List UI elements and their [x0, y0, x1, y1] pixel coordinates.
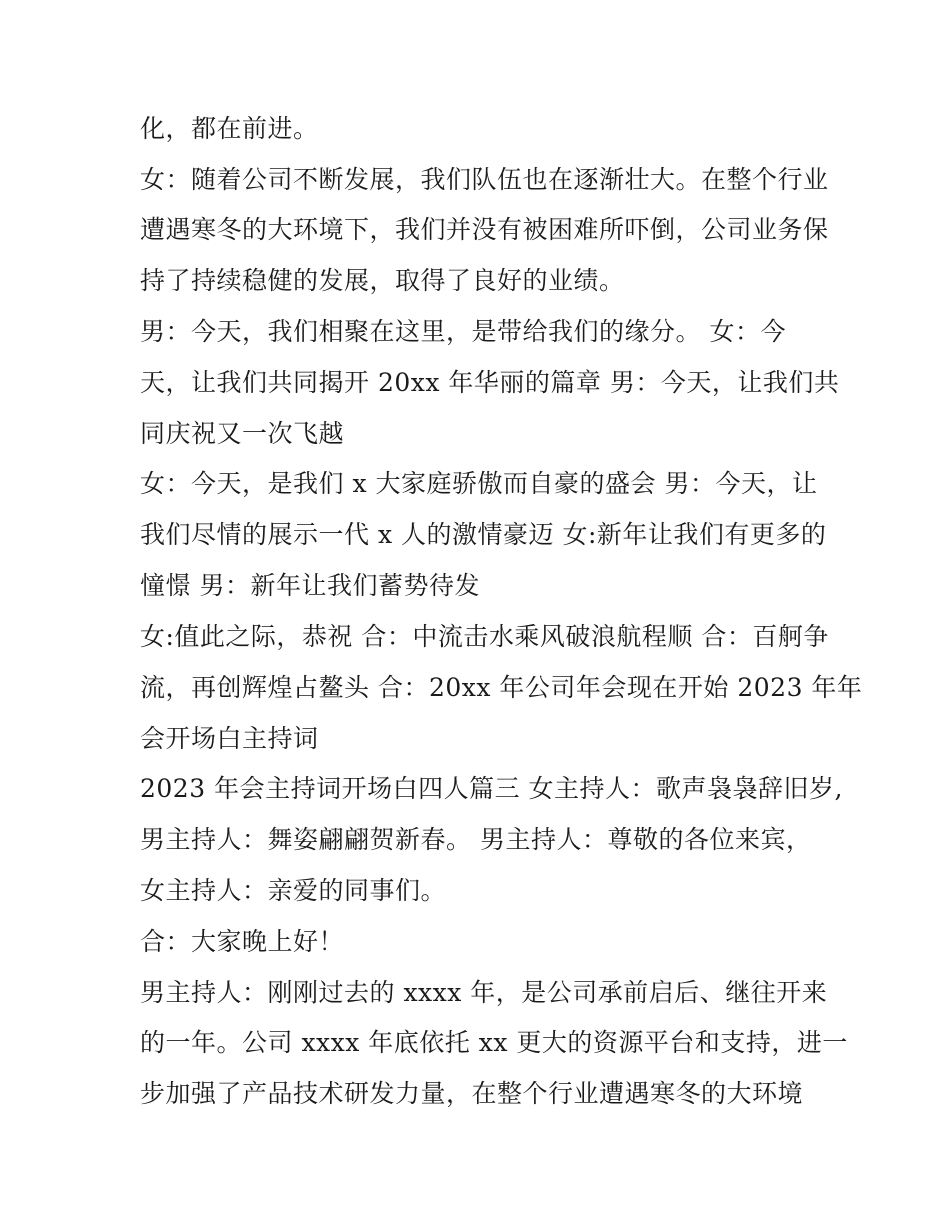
- text-line: 步加强了产品技术研发力量，在整个行业遭遇寒冬的大环境: [140, 1079, 804, 1108]
- text-line: 我们尽情的展示一代 x 人的激情豪迈 女:新年让我们有更多的: [140, 520, 827, 549]
- text-line: 女主持人：亲爱的同事们。: [140, 876, 447, 905]
- text-line: 男主持人：舞姿翩翩贺新春。 男主持人：尊敬的各位来宾，: [140, 825, 812, 854]
- text-line: 2023 年会主持词开场白四人篇三 女主持人：歌声袅袅辞旧岁,: [140, 774, 843, 803]
- text-line: 流，再创辉煌占鳌头 合：20xx 年公司年会现在开始 2023 年年: [140, 673, 863, 702]
- text-line: 憧憬 男：新年让我们蓄势待发: [140, 571, 480, 600]
- text-line: 男主持人：刚刚过去的 xxxx 年，是公司承前启后、继往开来: [140, 978, 828, 1007]
- text-line: 女：随着公司不断发展，我们队伍也在逐渐壮大。在整个行业: [140, 165, 829, 194]
- text-line: 同庆祝又一次飞越: [140, 419, 345, 448]
- text-line: 合：大家晚上好！: [140, 927, 345, 956]
- text-line: 持了持续稳健的发展，取得了良好的业绩。: [140, 266, 625, 295]
- text-line: 会开场白主持词: [140, 724, 319, 753]
- text-line: 的一年。公司 xxxx 年底依托 xx 更大的资源平台和支持，进一: [140, 1028, 848, 1057]
- text-line: 遭遇寒冬的大环境下，我们并没有被困难所吓倒，公司业务保: [140, 215, 829, 244]
- text-line: 女：今天，是我们 x 大家庭骄傲而自豪的盛会 男：今天，让: [140, 469, 818, 498]
- text-line: 女:值此之际，恭祝 合：中流击水乘风破浪航程顺 合：百舸争: [140, 622, 829, 651]
- text-line: 男：今天，我们相聚在这里，是带给我们的缘分。 女：今: [140, 317, 786, 346]
- text-line: 化，都在前进。: [140, 114, 319, 143]
- text-line: 天，让我们共同揭开 20xx 年华丽的篇章 男：今天，让我们共: [140, 368, 840, 397]
